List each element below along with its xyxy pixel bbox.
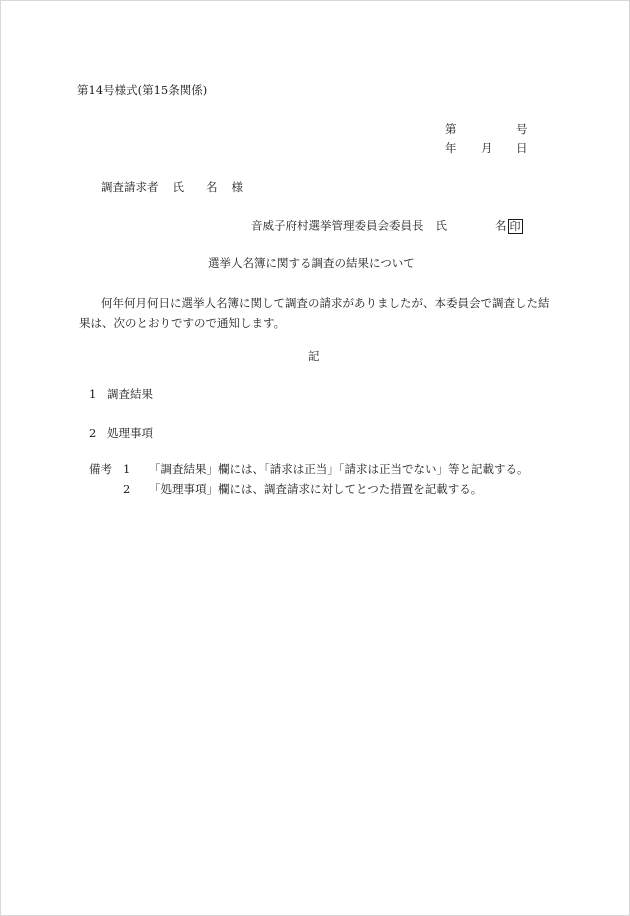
item-survey-result	[89, 389, 153, 401]
item-number: 1	[89, 387, 97, 401]
form-number: 第14号様式(第15条関係)	[77, 83, 208, 97]
addressee-name-2: 名	[206, 180, 218, 194]
note-text: 「処理事項」欄には、調査請求に対してとつた措置を記載する。	[149, 482, 483, 496]
document-number-suffix: 号	[516, 122, 528, 136]
sender-name-1: 氏	[435, 218, 447, 233]
item-label: 調査結果	[107, 387, 153, 401]
addressee-line	[101, 182, 243, 194]
date-year-label: 年	[445, 141, 457, 155]
item-label: 処理事項	[107, 426, 153, 440]
sender-name-2: 名	[495, 218, 507, 233]
document-title: 選挙人名簿に関する調査の結果について	[208, 256, 415, 270]
addressee-name-1: 氏	[172, 180, 184, 194]
remarks-label: 備考	[89, 462, 112, 476]
addressee-role: 調査請求者	[101, 180, 159, 194]
item-processing	[89, 428, 153, 440]
sender-title: 音威子府村選挙管理委員会委員長	[251, 218, 424, 233]
note-number: 2	[123, 482, 131, 496]
addressee-honorific: 様	[231, 180, 243, 194]
sender-line	[251, 219, 523, 234]
remark-note	[123, 484, 482, 496]
note-number: 1	[123, 462, 131, 476]
document-number-prefix: 第	[445, 122, 457, 136]
body-paragraph: 何年何月何日に選挙人名簿に関して調査の請求がありましたが、本委員会で調査した結果は、次のとおりですので通知します。	[79, 296, 550, 330]
ki-marker: 記	[308, 349, 320, 363]
note-text: 「調査結果」欄には、「請求は正当」「請求は正当でない」等と記載する。	[149, 462, 529, 476]
date-day-label: 日	[516, 141, 528, 155]
date-month-label: 月	[481, 141, 493, 155]
remark-note	[123, 464, 529, 476]
seal-mark: 印	[509, 220, 521, 233]
item-number: 2	[89, 426, 97, 440]
